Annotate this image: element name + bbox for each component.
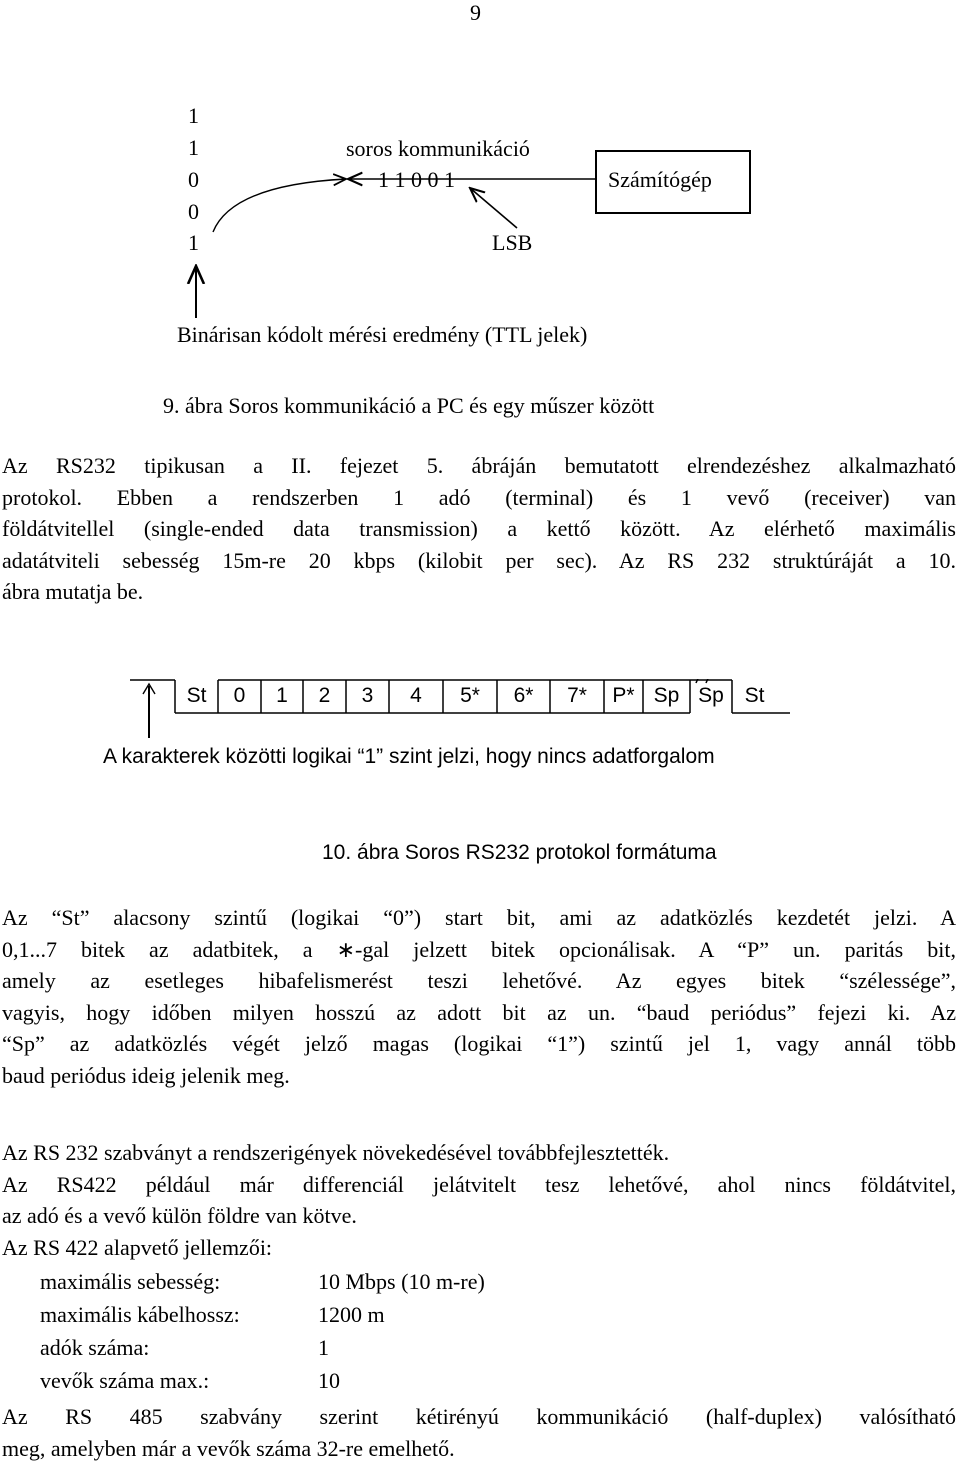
spec-label: maximális sebesség: [40, 1269, 221, 1294]
lsb-label: LSB [492, 230, 533, 255]
spec-value: 1200 m [318, 1302, 385, 1327]
cell-stop-1: Sp [653, 684, 680, 707]
spec-row [40, 1368, 340, 1394]
paragraph-line: meg, amelyben már a vevők száma 32-re emelhető. [2, 1435, 455, 1461]
paragraph-line: Az “St” alacsony szintű (logikai “0”) start bit, ami az adatközlés kezdetét jelzi. A [2, 905, 956, 930]
spec-value: 10 [318, 1368, 340, 1393]
cell-bit-3: 3 [361, 684, 374, 707]
paragraph-line: Az RS 422 alapvető jellemzői: [2, 1234, 273, 1260]
paragraph-line: amely az esetleges hibafelismerést teszi lehetővé. Az egyes bitek “szélessége”, [2, 968, 956, 993]
paragraph-line: Az RS 232 szabványt a rendszerigények növekedésével továbbfejlesztették. [2, 1140, 670, 1165]
paragraph-line: Az RS232 tipikusan a II. fejezet 5. ábráján bemutatott elrendezéshez alkalmazható [2, 453, 956, 478]
curved-arrow [213, 179, 346, 232]
spec-row [40, 1302, 385, 1328]
bit-4: 0 [188, 199, 199, 224]
paragraph-line: az adó és a vevő külön földre van kötve. [2, 1203, 357, 1228]
cell-bit-4: 4 [410, 684, 422, 707]
cell-bit-2: 2 [318, 684, 331, 707]
cell-next-start: St [744, 684, 765, 707]
protocol-frame [130, 679, 790, 715]
cell-bit-0: 0 [233, 684, 246, 707]
cell-start: St [186, 684, 207, 707]
spec-row [40, 1335, 329, 1361]
paragraph-4 [2, 1401, 956, 1464]
paragraph-line: Az RS 485 szabvány szerint kétirényú kommunikáció (half-duplex) valósítható [2, 1404, 956, 1429]
cell-bit-1: 1 [276, 684, 288, 707]
bit-3: 0 [188, 167, 199, 192]
paragraph-line: 0,1...7 bitek az adatbitek, a ∗-gal jelzett bitek opcionálisak. A “P” un. paritás bit, [2, 936, 956, 962]
spec-row [40, 1269, 485, 1295]
paragraph-line: ábra mutatja be. [2, 579, 144, 604]
bit-1: 1 [188, 103, 199, 128]
bit-2: 1 [188, 135, 199, 160]
up-arrow-figure10 [140, 680, 160, 740]
cell-bit-6: 6* [513, 684, 534, 707]
cell-stop-2: Sp [698, 684, 724, 707]
figure-10-note: A karakterek közötti logikai “1” szint jelzi, hogy nincs adatforgalom [103, 745, 715, 768]
serial-label: soros kommunikáció [346, 136, 530, 161]
lsb-arrow [470, 188, 517, 228]
paragraph-line: protokol. Ebben a rendszerben 1 adó (terminal) és 1 vevő (receiver) van [2, 484, 956, 510]
spec-label: vevők száma max.: [40, 1368, 210, 1393]
figure-9-lines [0, 0, 960, 330]
bit-stream: 1 1 0 0 1 [378, 167, 455, 192]
figure-10-caption: 10. ábra Soros RS232 protokol formátuma [322, 841, 717, 864]
bit-5: 1 [188, 230, 199, 255]
cell-bit-7: 7* [567, 684, 587, 707]
paragraph-1 [2, 450, 956, 608]
paragraph-line: Az RS422 például már differenciál jelátvitelt tesz lehetővé, ahol nincs földátvitel, [2, 1171, 956, 1197]
paragraph-line: adatátviteli sebesség 15m-re 20 kbps (kilobit per sec). Az RS 232 struktúráját a 10. [2, 547, 956, 573]
figure-9-caption: 9. ábra Soros kommunikáció a PC és egy műszer között [163, 393, 655, 418]
bottom-label: Binárisan kódolt mérési eredmény (TTL jelek) [177, 322, 588, 347]
paragraph-line: vagyis, hogy időben milyen hosszú az adott bit az un. “baud periódus” fejezi ki. Az [2, 999, 956, 1025]
spec-value: 10 Mbps (10 m-re) [318, 1269, 485, 1294]
spec-value: 1 [318, 1335, 329, 1360]
computer-label: Számítógép [608, 167, 712, 192]
paragraph-3 [2, 1137, 956, 1263]
paragraph-line: baud periódus ideig jelenik meg. [2, 1062, 290, 1088]
paragraph-line: földátvitellel (single-ended data transmission) a kettő között. Az elérhető maximális [2, 516, 956, 541]
paragraph-2 [2, 902, 956, 1091]
cell-bit-5: 5* [460, 684, 480, 707]
spec-label: maximális kábelhossz: [40, 1302, 240, 1327]
page-number: 9 [470, 0, 481, 25]
cell-parity: P* [612, 684, 635, 707]
spec-label: adók száma: [40, 1335, 150, 1360]
paragraph-line: “Sp” az adatközlés végét jelző magas (logikai “1”) szintű jel 1, vagy annál több [2, 1031, 956, 1056]
